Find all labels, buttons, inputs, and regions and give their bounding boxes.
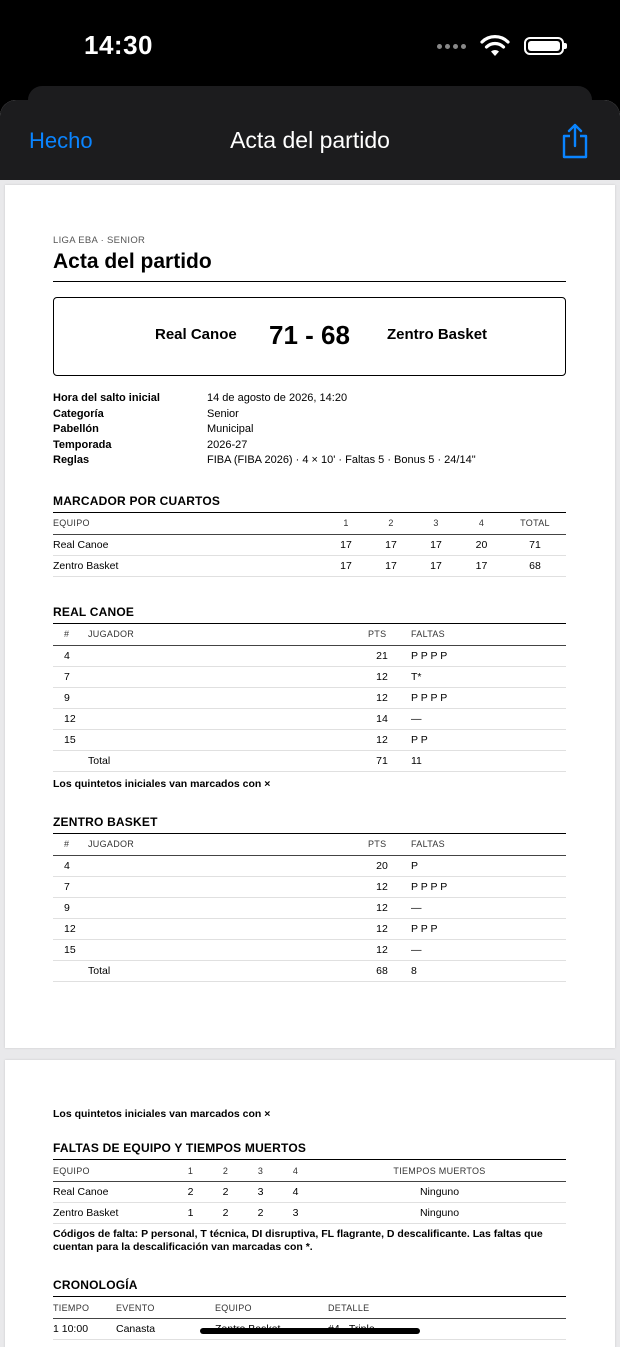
table-cell: P P P P	[411, 876, 566, 897]
table-cell: 12	[368, 897, 396, 918]
table-cell	[88, 939, 368, 960]
table-cell: 12	[53, 918, 88, 939]
table-cell: 71	[368, 750, 396, 771]
table-row	[53, 645, 566, 666]
column-header: TOTAL	[504, 513, 566, 535]
table-row	[53, 708, 566, 729]
table-cell: 15	[53, 939, 88, 960]
info-row	[53, 423, 566, 439]
table-cell: 17	[369, 555, 413, 576]
table-cell: 14	[368, 708, 396, 729]
table-cell	[88, 897, 368, 918]
table-cell: 12	[368, 729, 396, 750]
table-cell: 2	[173, 1182, 208, 1203]
table-cell: Ninguno	[313, 1182, 566, 1203]
team-roster-section	[53, 605, 566, 790]
column-header: EQUIPO	[53, 1160, 173, 1182]
table-cell: P P P	[411, 918, 566, 939]
info-row	[53, 439, 566, 455]
nav-bar	[0, 100, 620, 180]
table-cell: 2	[208, 1203, 243, 1224]
league-label: LIGA EBA · SENIOR	[53, 235, 146, 246]
info-row	[53, 392, 566, 408]
table-cell: —	[411, 939, 566, 960]
info-label: Hora del salto inicial	[53, 392, 160, 404]
table-row	[53, 1182, 566, 1203]
info-row	[53, 454, 566, 470]
table-cell: Real Canoe	[53, 1182, 173, 1203]
table-cell: 7	[53, 666, 88, 687]
table-cell: 1 10:00	[53, 1319, 116, 1340]
table-cell	[88, 645, 368, 666]
column-header: JUGADOR	[88, 624, 368, 646]
table-cell	[88, 687, 368, 708]
table-cell: 12	[368, 939, 396, 960]
team-fouls-section	[53, 1141, 566, 1254]
table-row	[53, 876, 566, 897]
table-cell: 12	[368, 666, 396, 687]
column-header: 3	[413, 513, 459, 535]
table-cell: 7	[53, 876, 88, 897]
table-cell: 17	[323, 555, 369, 576]
table-cell: 17	[369, 534, 413, 555]
table-header-row	[53, 1160, 566, 1182]
done-button[interactable]: Hecho	[29, 128, 93, 153]
table-cell: 11	[411, 750, 566, 771]
table-cell: 15	[53, 729, 88, 750]
wifi-icon	[480, 35, 510, 57]
table-cell: —	[411, 708, 566, 729]
team-roster-section	[53, 815, 566, 982]
section-title: ZENTRO BASKET	[53, 815, 566, 834]
signal-icon	[437, 44, 466, 49]
column-header: JUGADOR	[88, 834, 368, 856]
column-header: 1	[173, 1160, 208, 1182]
table-row	[53, 687, 566, 708]
table-cell: Total	[88, 750, 368, 771]
table-cell: Ninguno	[313, 1203, 566, 1224]
table-header-row	[53, 513, 566, 535]
table-cell	[88, 708, 368, 729]
section-title: REAL CANOE	[53, 605, 566, 624]
table-cell	[88, 918, 368, 939]
table-row	[53, 939, 566, 960]
table-header-row	[53, 1297, 566, 1319]
section-title: MARCADOR POR CUARTOS	[53, 494, 566, 513]
away-team-name: Zentro Basket	[387, 326, 488, 343]
status-icons	[437, 34, 564, 58]
table-cell: Zentro Basket	[53, 1203, 173, 1224]
table-row	[53, 534, 566, 555]
column-header: TIEMPOS MUERTOS	[313, 1160, 566, 1182]
table-cell: 12	[368, 687, 396, 708]
table-cell: P P	[411, 729, 566, 750]
section-title: FALTAS DE EQUIPO Y TIEMPOS MUERTOS	[53, 1141, 566, 1160]
column-header: FALTAS	[411, 624, 566, 646]
table-cell: 4	[53, 855, 88, 876]
table-cell: 68	[504, 555, 566, 576]
table-cell: 17	[413, 534, 459, 555]
table-cell: 71	[504, 534, 566, 555]
game-info	[53, 392, 566, 470]
table-cell: 4	[53, 645, 88, 666]
table-cell: 2	[208, 1182, 243, 1203]
table-cell: 12	[53, 708, 88, 729]
table-cell: 9	[53, 897, 88, 918]
modal-sheet	[0, 100, 620, 1347]
table-total-row	[53, 750, 566, 771]
column-header: 4	[459, 513, 504, 535]
column-header: PTS	[368, 624, 396, 646]
table-cell: Zentro Basket	[53, 555, 323, 576]
column-header: FALTAS	[411, 834, 566, 856]
table-cell: 1	[173, 1203, 208, 1224]
table-cell: Total	[88, 960, 368, 981]
table-row	[53, 918, 566, 939]
column-header: 3	[243, 1160, 278, 1182]
table-cell: P P P P	[411, 687, 566, 708]
table-cell: Canasta	[116, 1319, 215, 1340]
column-header: PTS	[368, 834, 396, 856]
team-fouls-table	[53, 1160, 566, 1224]
table-cell	[53, 750, 88, 771]
foul-codes-legend: Códigos de falta: P personal, T técnica, DI disruptiva, FL flagrante, D descalificante. Las faltas que cuentan para la descalificación van marcadas con *.	[53, 1228, 543, 1253]
info-value: 2026-27	[207, 438, 248, 451]
scoreboard	[53, 297, 566, 376]
table-cell: 17	[459, 555, 504, 576]
document-page-2[interactable]	[5, 1060, 615, 1347]
table-cell: Real Canoe	[53, 534, 323, 555]
table-row	[53, 729, 566, 750]
home-indicator[interactable]	[200, 1328, 420, 1334]
column-header: 2	[369, 513, 413, 535]
table-cell: 9	[53, 687, 88, 708]
table-row	[53, 1203, 566, 1224]
table-cell: 2	[243, 1203, 278, 1224]
table-row	[53, 855, 566, 876]
table-cell: P P P P	[411, 645, 566, 666]
info-value: Senior	[207, 407, 239, 420]
column-header: EQUIPO	[215, 1297, 328, 1319]
table-row	[53, 666, 566, 687]
column-header: DETALLE	[328, 1297, 566, 1319]
document-title: Acta del partido	[53, 250, 566, 282]
info-value: Municipal	[207, 423, 254, 435]
info-label: Reglas	[53, 454, 90, 466]
table-cell: 12	[368, 876, 396, 897]
table-cell	[88, 666, 368, 687]
table-cell: T*	[411, 666, 566, 687]
table-cell	[88, 855, 368, 876]
table-cell: 3	[278, 1203, 313, 1224]
info-row	[53, 408, 566, 424]
table-cell: 8	[411, 960, 566, 981]
column-header: EVENTO	[116, 1297, 215, 1319]
table-cell: 12	[368, 918, 396, 939]
table-header-row	[53, 834, 566, 856]
table-cell: 68	[368, 960, 396, 981]
table-header-row	[53, 624, 566, 646]
info-value: FIBA (FIBA 2026) · 4 × 10' · Faltas 5 · Bonus 5 · 24/14"	[207, 454, 476, 466]
column-header: 1	[323, 513, 369, 535]
share-icon[interactable]	[560, 122, 590, 160]
column-header: #	[53, 834, 88, 856]
table-total-row	[53, 960, 566, 981]
roster-table	[53, 624, 566, 772]
column-header: 4	[278, 1160, 313, 1182]
roster-table	[53, 834, 566, 982]
table-cell: P	[411, 855, 566, 876]
column-header: #	[53, 624, 88, 646]
table-cell: 21	[368, 645, 396, 666]
nav-title: Acta del partido	[230, 127, 390, 153]
info-value: 14 de agosto de 2026, 14:20	[207, 392, 348, 404]
battery-icon	[524, 37, 564, 55]
info-label: Categoría	[53, 407, 104, 420]
table-row	[53, 897, 566, 918]
starters-note: Los quintetos iniciales van marcados con ×	[53, 777, 271, 790]
table-cell: 20	[459, 534, 504, 555]
document-page-1[interactable]	[5, 185, 615, 1048]
quarters-section	[53, 494, 566, 577]
status-bar	[0, 0, 620, 90]
column-header: 2	[208, 1160, 243, 1182]
section-title: CRONOLOGÍA	[53, 1278, 566, 1297]
table-cell: 20	[368, 855, 396, 876]
table-cell: 3	[243, 1182, 278, 1203]
starters-note: Los quintetos iniciales van marcados con ×	[53, 1108, 271, 1120]
table-cell: 17	[413, 555, 459, 576]
info-label: Temporada	[53, 438, 112, 451]
status-time: 14:30	[84, 30, 153, 60]
table-row	[53, 555, 566, 576]
info-label: Pabellón	[53, 423, 99, 435]
table-cell: 4	[278, 1182, 313, 1203]
table-cell	[53, 960, 88, 981]
column-header: EQUIPO	[53, 513, 323, 535]
column-header: TIEMPO	[53, 1297, 116, 1319]
table-cell: 17	[323, 534, 369, 555]
table-cell: —	[411, 897, 566, 918]
table-cell	[88, 876, 368, 897]
quarters-table	[53, 513, 566, 577]
table-cell	[88, 729, 368, 750]
final-score: 71 - 68	[269, 320, 350, 350]
home-team-name: Real Canoe	[155, 326, 237, 343]
